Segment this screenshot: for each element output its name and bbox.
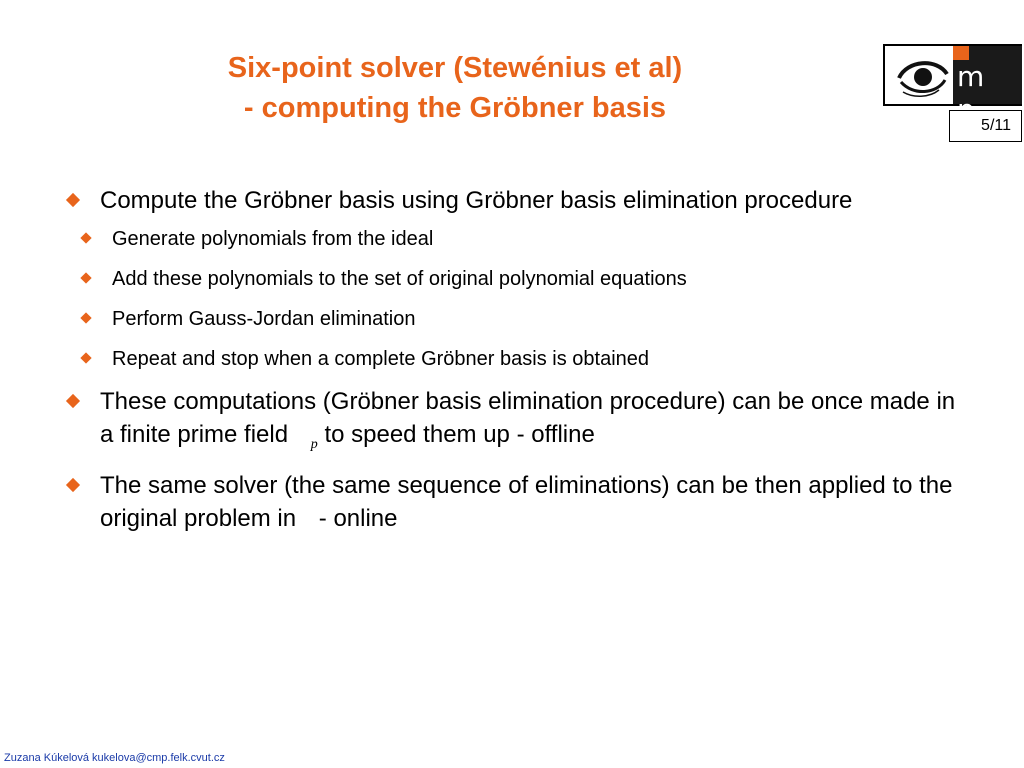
slide-title	[130, 48, 780, 128]
diamond-bullet-icon	[80, 272, 91, 283]
diamond-bullet-icon	[66, 478, 80, 492]
footer-author: Zuzana Kúkelová kukelova@cmp.felk.cvut.cz	[4, 752, 225, 764]
diamond-bullet-icon	[66, 394, 80, 408]
bullet-item	[66, 469, 966, 535]
diamond-bullet-icon	[80, 232, 91, 243]
prime-field-subscript: p	[310, 437, 318, 452]
title-line-1: Six-point solver (Stewénius et al)	[227, 52, 683, 84]
bullet-text-end: to speed them up - offline	[324, 421, 595, 448]
sub-bullet-item	[66, 225, 966, 253]
eye-logo-icon	[893, 52, 953, 100]
sub-bullet-item	[66, 305, 966, 333]
sub-bullet-text: Perform Gauss-Jordan elimination	[112, 308, 416, 330]
diamond-bullet-icon	[80, 352, 91, 363]
sub-bullet-text: Generate polynomials from the ideal	[112, 228, 434, 250]
bullet-text: Compute the Gröbner basis using Gröbner basis elimination procedure	[100, 187, 853, 214]
sub-bullet-text: Repeat and stop when a complete Gröbner basis is obtained	[112, 348, 650, 370]
bullet-text: These computations (Gröbner basis elimination procedure) can be once made in a finite prime field	[100, 388, 956, 448]
sub-bullet-text: Add these polynomials to the set of original polynomial equations	[112, 268, 687, 290]
bullet-item	[66, 184, 966, 217]
sub-bullet-item	[66, 265, 966, 293]
page-number: 5/11	[949, 110, 1022, 142]
diamond-bullet-icon	[80, 312, 91, 323]
bullet-text-end: - online	[318, 505, 398, 532]
logo-letters: m p	[957, 60, 993, 126]
diamond-bullet-icon	[66, 193, 80, 207]
sub-bullet-item	[66, 345, 966, 373]
bullet-text: The same solver (the same sequence of eliminations) can be then applied to the original problem in	[100, 472, 953, 532]
bullet-item	[66, 385, 966, 461]
logo-orange-square	[953, 46, 969, 60]
slide-content	[66, 184, 966, 543]
sub-bullet-list	[66, 225, 966, 373]
title-line-2: - computing the Gröbner basis	[243, 92, 667, 124]
